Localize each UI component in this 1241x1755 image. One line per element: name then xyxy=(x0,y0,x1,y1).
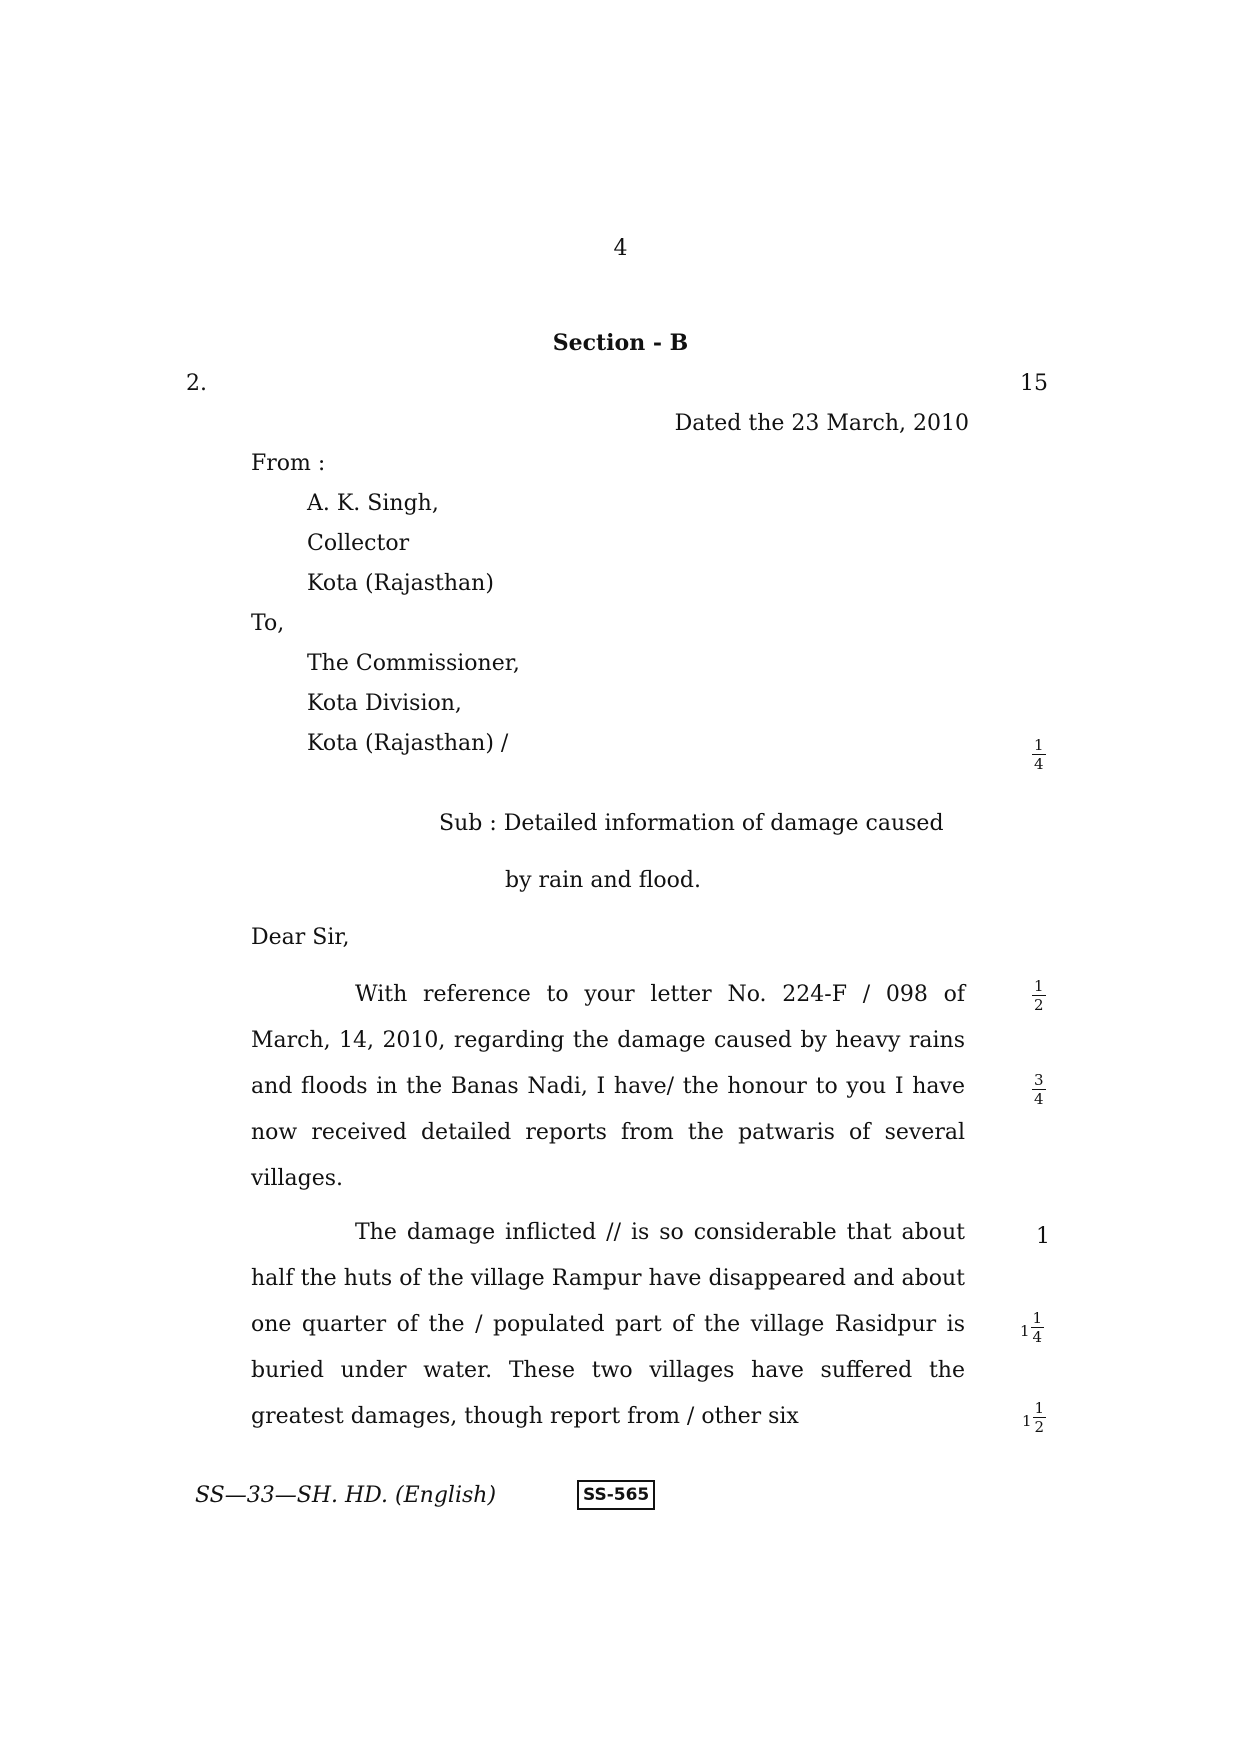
margin-mark-one-and-quarter: 1 $\frac{1}{4}$ xyxy=(1020,1309,1043,1346)
footer-series-box: SS-565 xyxy=(577,1480,655,1510)
margin-mark-one: 1 xyxy=(1036,1224,1050,1249)
paragraph-2 xyxy=(251,1210,965,1440)
section-title: Section - B xyxy=(552,330,689,356)
subject-line-2: by rain and flood. xyxy=(505,868,701,893)
margin-mark-three-quarters: $\frac{3}{4}$ xyxy=(1034,1071,1044,1108)
margin-mark-quarter: $\frac{1}{4}$ xyxy=(1034,736,1044,773)
paragraph-1-text: With reference to your letter No. 224-F / 098 of March, 14, 2010, regarding the damage caused by heavy rains and floods in the Banas Nadi, I have/ the honour to you I have now received detailed reports from the patwaris of several villages. xyxy=(251,982,965,1191)
to-line-division: Kota Division, xyxy=(307,691,462,716)
from-line-place: Kota (Rajasthan) xyxy=(307,571,494,596)
margin-mark-one-and-half: 1 $\frac{1}{2}$ xyxy=(1022,1399,1045,1436)
paragraph-2-text: The damage inflicted // is so considerable that about half the huts of the village Rampur have disappeared and about one quarter of the / populated part of the village Rasidpur is buried under water. These two villages have suffered the greatest damages, though report from / other six xyxy=(251,1220,965,1429)
to-line-designation: The Commissioner, xyxy=(307,651,520,676)
from-line-name: A. K. Singh, xyxy=(307,491,439,516)
margin-mark-half: $\frac{1}{2}$ xyxy=(1034,977,1044,1014)
from-label: From : xyxy=(251,451,326,476)
paragraph-1 xyxy=(251,972,965,1202)
subject-line-1: Sub : Detailed information of damage caused xyxy=(439,811,944,836)
salutation: Dear Sir, xyxy=(251,925,350,950)
from-line-designation: Collector xyxy=(307,531,410,556)
to-label: To, xyxy=(251,611,285,636)
date-line: Dated the 23 March, 2010 xyxy=(674,411,969,436)
to-line-place: Kota (Rajasthan) / xyxy=(307,731,509,756)
question-number: 2. xyxy=(186,371,207,396)
footer-paper-code: SS—33—SH. HD. (English) xyxy=(195,1483,497,1508)
page-number: 4 xyxy=(613,236,628,261)
question-marks: 15 xyxy=(1020,371,1048,396)
